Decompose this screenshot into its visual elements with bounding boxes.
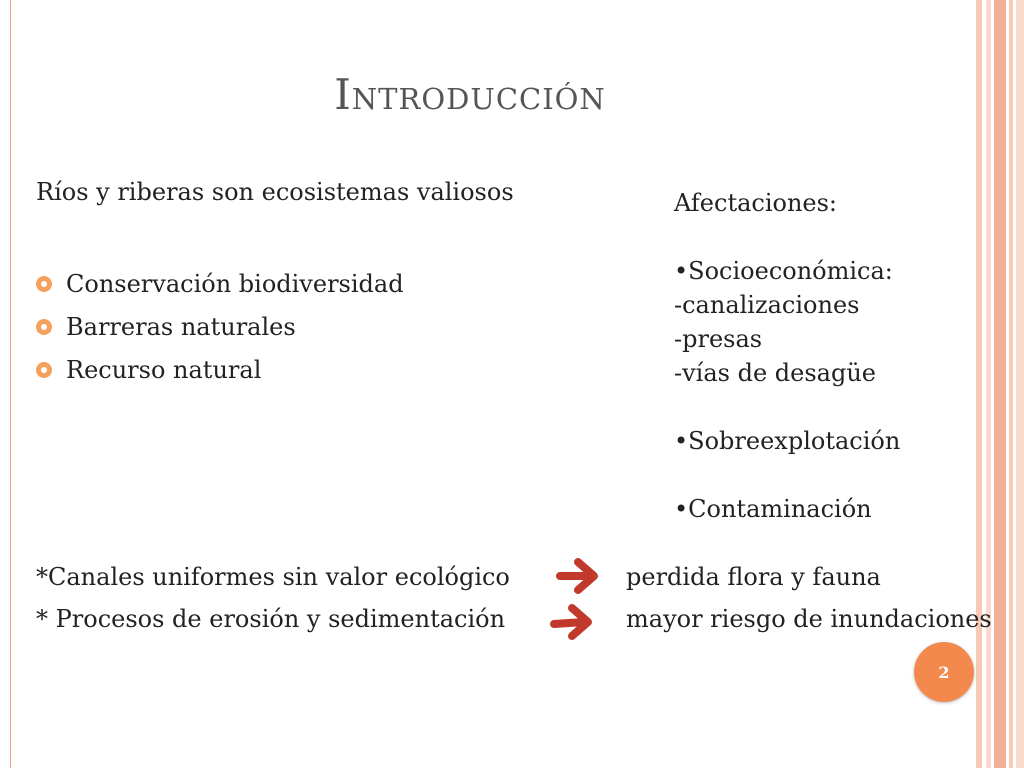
circle-bullet-icon bbox=[36, 362, 52, 378]
list-item bbox=[36, 348, 404, 391]
contaminacion-label: •Contaminación bbox=[674, 495, 872, 523]
page-number-badge: 2 bbox=[914, 642, 974, 702]
slide-title: Introducción bbox=[334, 70, 606, 119]
socioeconomica-label: •Socioeconómica: bbox=[674, 257, 893, 285]
result-text: mayor riesgo de inundaciones bbox=[626, 605, 992, 633]
cause-text: *Canales uniformes sin valor ecológico bbox=[36, 563, 510, 591]
list-item-label: Conservación biodiversidad bbox=[66, 269, 404, 298]
circle-bullet-icon bbox=[36, 276, 52, 292]
socio-item: -presas bbox=[674, 325, 763, 353]
list-item bbox=[36, 305, 404, 348]
decorative-side-stripes bbox=[976, 0, 1024, 768]
intro-text: Ríos y riberas son ecosistemas valiosos bbox=[36, 178, 514, 206]
result-text: perdida flora y fauna bbox=[626, 563, 881, 591]
list-item bbox=[36, 262, 404, 305]
list-item-label: Recurso natural bbox=[66, 355, 262, 384]
afectaciones-block bbox=[674, 186, 900, 526]
right-arrow-icon bbox=[550, 602, 600, 642]
socio-item: -canalizaciones bbox=[674, 291, 860, 319]
afectaciones-heading: Afectaciones: bbox=[674, 189, 838, 217]
sobreexplotacion-label: •Sobreexplotación bbox=[674, 427, 901, 455]
list-item-label: Barreras naturales bbox=[66, 312, 296, 341]
benefits-list bbox=[36, 262, 404, 391]
socio-item: -vías de desagüe bbox=[674, 359, 877, 387]
circle-bullet-icon bbox=[36, 319, 52, 335]
cause-text: * Procesos de erosión y sedimentación bbox=[36, 605, 506, 633]
right-arrow-icon bbox=[556, 556, 606, 596]
